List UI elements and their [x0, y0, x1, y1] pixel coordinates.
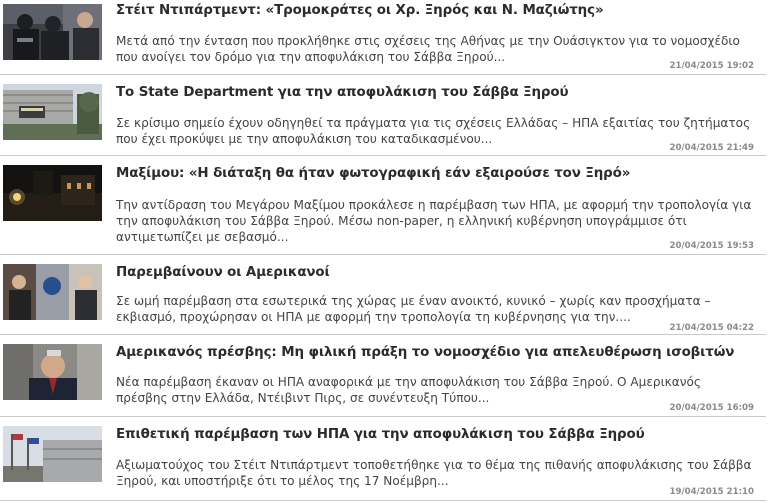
news-item [0, 156, 766, 255]
politicians-collage-photo-graphic [3, 264, 102, 320]
article-timestamp: 19/04/2015 21:10 [669, 487, 754, 497]
building-with-flags-photo-graphic [3, 426, 102, 482]
ambassador-portrait-photo-graphic [3, 344, 102, 400]
article-title[interactable]: Μαξίμου: «Η διάταξη θα ήταν φωτογραφική εάν εξαιρούσε τον Ξηρό» [116, 166, 631, 181]
news-item [0, 0, 766, 75]
article-summary: Αξιωματούχος του Στέιτ Ντιπάρτμεντ τοποθετήθηκε για το θέμα της πιθανής αποφυλάκισης του Σάββα Ξηρού, και υποστήριξε ότι το μέλος της 17 Νοέμβρη... [116, 458, 752, 488]
article-timestamp: 20/04/2015 16:09 [669, 403, 754, 413]
ambassador-portrait-photo[interactable] [3, 344, 102, 400]
building-with-flags-photo[interactable] [3, 426, 102, 482]
news-item [0, 255, 766, 335]
article-timestamp: 20/04/2015 21:49 [669, 143, 754, 153]
article-summary: Την αντίδραση του Μεγάρου Μαξίμου προκάλεσε η παρέμβαση των ΗΠΑ, με αφορμή την τροπολογία για την αποφυλάκιση του Σάββα Ξηρού. Μέσω non-paper, η ελληνική κυβέρνηση υπογράμμισε ότι αντιμετωπίζει με σεβασμό... [116, 198, 752, 244]
article-timestamp: 21/04/2015 19:02 [669, 61, 754, 71]
article-summary: Νέα παρέμβαση έκαναν οι ΗΠΑ αναφορικά με την αποφυλάκιση του Σάββα Ξηρού. Ο Αμερικανός πρέσβης στην Ελλάδα, Ντέιβιντ Πιρς, σε συνέντευξη Τύπου... [116, 375, 702, 405]
article-timestamp: 21/04/2015 04:22 [669, 323, 754, 333]
maximos-mansion-night-photo[interactable] [3, 165, 102, 221]
article-summary: Μετά από την ένταση που προκλήθηκε στις σχέσεις της Αθήνας με την Ουάσιγκτον για το νομοσχέδιο που ανοίγει τον δρόμο για την αποφυλάκιση του Σάββα Ξηρού... [116, 34, 740, 64]
politicians-collage-photo[interactable] [3, 264, 102, 320]
article-title[interactable]: Επιθετική παρέμβαση των ΗΠΑ για την αποφυλάκιση του Σάββα Ξηρού [116, 427, 645, 442]
maximos-mansion-night-photo-graphic [3, 165, 102, 221]
state-department-building-photo-graphic [3, 84, 102, 140]
news-item [0, 335, 766, 417]
article-title[interactable]: Στέιτ Ντιπάρτμεντ: «Τρομοκράτες οι Χρ. Ξηρός και Ν. Μαζιώτης» [116, 3, 604, 18]
state-department-building-photo[interactable] [3, 84, 102, 140]
masked-officers-photo[interactable] [3, 4, 102, 60]
news-item [0, 75, 766, 156]
article-title[interactable]: Αμερικανός πρέσβης: Μη φιλική πράξη το νομοσχέδιο για απελευθέρωση ισοβιτών [116, 345, 735, 360]
article-summary: Σε κρίσιμο σημείο έχουν οδηγηθεί τα πράγματα για τις σχέσεις Ελλάδας – ΗΠΑ εξαιτίας του ζητήματος που έχει προκύψει με την αποφυλάκιση του καταδικασμένου... [116, 116, 751, 146]
news-item [0, 417, 766, 501]
masked-officers-photo-graphic [3, 4, 102, 60]
article-title[interactable]: Παρεμβαίνουν οι Αμερικανοί [116, 265, 330, 280]
article-timestamp: 20/04/2015 19:53 [669, 241, 754, 251]
article-title[interactable]: Το State Department για την αποφυλάκιση του Σάββα Ξηρού [116, 85, 569, 100]
article-summary: Σε ωμή παρέμβαση στα εσωτερικά της χώρας με έναν ανοικτό, κυνικό – χωρίς καν προσχήματα – εκβιασμό, προχώρησαν οι ΗΠΑ με αφορμή την τροπολογία τη κυβέρνησης για την.... [116, 294, 711, 324]
